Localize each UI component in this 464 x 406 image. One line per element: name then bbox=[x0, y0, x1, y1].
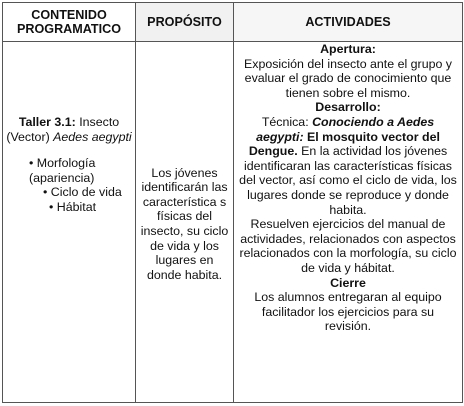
desarrollo-text: En la actividad los jóvenes identificaran las características físicas del vector, así como el ciclo de vida, los lugares donde se reproduce y donde habita. bbox=[239, 144, 457, 217]
tecnica-title-bold: El mosquito vector del Dengue. bbox=[248, 129, 440, 159]
bullet-icon: • bbox=[43, 185, 48, 200]
topic-list bbox=[5, 156, 133, 214]
actividades-cell bbox=[234, 42, 463, 403]
ejercicios-text: Resuelven ejercicios del manual de actividades, relacionados con aspectos relacionados con la morfología, su ciclo de vida y hábitat. bbox=[239, 217, 457, 275]
desarrollo-block bbox=[238, 115, 458, 217]
contenido-cell bbox=[3, 42, 136, 403]
header-contenido: CONTENIDO PROGRAMATICO bbox=[3, 3, 136, 42]
taller-text: Insecto (Vector) bbox=[6, 115, 120, 144]
topic-item-morfologia: • Morfología (apariencia) bbox=[29, 156, 96, 185]
bullet-icon: • bbox=[49, 199, 54, 214]
cierre-text: Los alumnos entregaran al equipo facilitador los ejercicios para su revisión. bbox=[254, 290, 442, 334]
apertura-text: Exposición del insecto ante el grupo y evaluar el grado de conocimiento que tienen sobre el mismo. bbox=[243, 56, 452, 100]
desarrollo-title: Desarrollo: bbox=[315, 100, 381, 115]
topic-item-ciclo: • Ciclo de vida bbox=[43, 185, 122, 200]
header-actividades: ACTIVIDADES bbox=[234, 3, 463, 42]
species-name: Aedes aegypti bbox=[53, 129, 132, 144]
header-proposito: PROPÓSITO bbox=[136, 3, 234, 42]
proposito-cell bbox=[136, 42, 234, 403]
bullet-icon: • bbox=[29, 156, 34, 171]
cierre-title: Cierre bbox=[330, 275, 366, 290]
tecnica-label: Técnica: bbox=[261, 114, 313, 129]
content-row bbox=[3, 42, 463, 403]
proposito-text: Los jóvenes identificarán las característica s físicas del insecto, su ciclo de vida y los lugares en donde habita. bbox=[140, 165, 229, 282]
header-row bbox=[3, 3, 463, 42]
tecnica-title-italic: Conociendo a Aedes aegypti: bbox=[256, 114, 435, 144]
topic-item-habitat: • Hábitat bbox=[49, 199, 97, 214]
program-table bbox=[2, 2, 463, 403]
taller-label: Taller 3.1: bbox=[18, 115, 76, 129]
apertura-title: Apertura: bbox=[320, 42, 376, 56]
